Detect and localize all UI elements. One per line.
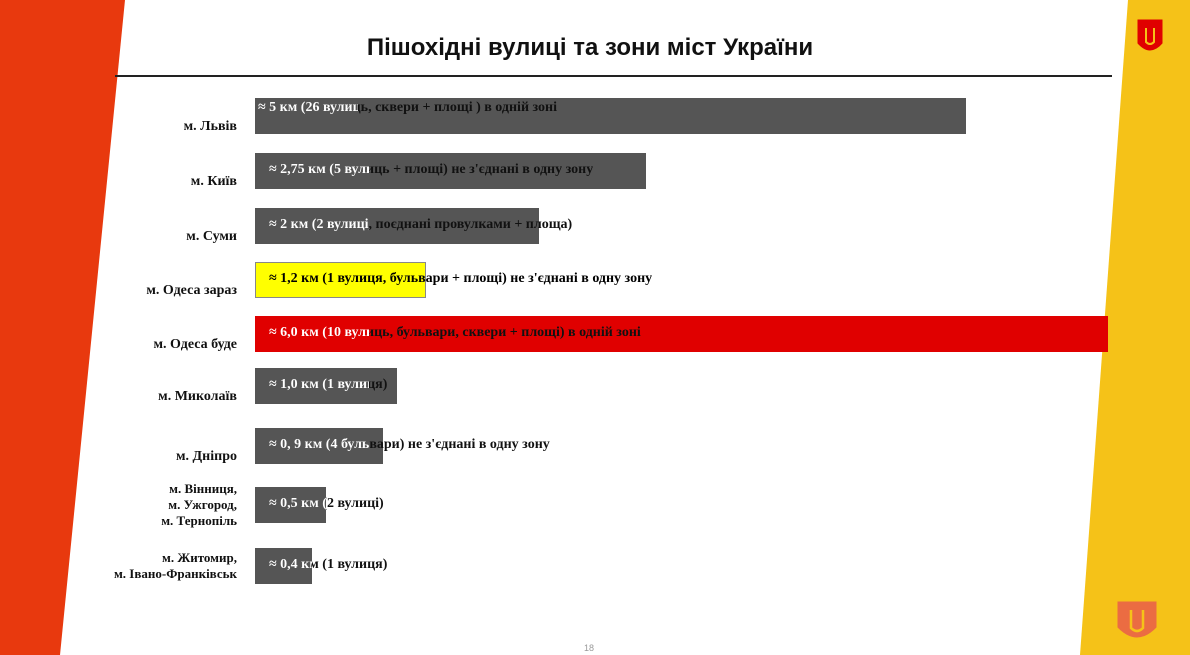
bar-data-label: ≈ 2,75 км (5 вулиць + площі) не з'єднані в одну зону — [269, 162, 594, 177]
category-label-line: м. Вінниця, — [169, 481, 237, 496]
category-label — [114, 550, 237, 582]
bar-data-label: ≈ 0,4 км (1 вулиця) — [269, 557, 388, 572]
category-label-line: м. Одеса буде — [153, 337, 237, 352]
page-title: Пішохідні вулиці та зони міст України — [366, 34, 814, 61]
page-number: 18 — [584, 643, 595, 653]
category-label-line: м. Суми — [186, 229, 237, 244]
category-label-line: м. Житомир, — [162, 550, 237, 565]
category-label-line: м. Ужгород, — [168, 497, 237, 512]
category-label-line: м. Івано-Франківськ — [113, 566, 237, 581]
bar-data-label: ≈ 0,5 км (2 вулиці) — [269, 496, 384, 511]
category-label — [191, 173, 237, 190]
title-divider — [115, 75, 1112, 77]
bar-data-label: ≈ 1,0 км (1 вулиця) — [269, 377, 388, 392]
bar-data-label: ≈ 0, 9 км (4 бульвари) не з'єднані в одну зону — [269, 437, 550, 452]
category-label — [184, 118, 237, 135]
city-emblem-icon — [1128, 4, 1172, 64]
city-emblem-large-icon — [1106, 582, 1168, 652]
left-decor-stripe — [0, 0, 125, 655]
category-label — [158, 388, 237, 405]
category-label-line: м. Тернопіль — [161, 513, 237, 528]
category-label — [186, 228, 237, 245]
category-label-line: м. Одеса зараз — [146, 283, 237, 298]
category-label-line: м. Дніпро — [176, 449, 237, 464]
category-label — [154, 336, 237, 353]
category-label — [176, 448, 237, 465]
category-label — [146, 282, 237, 299]
category-label-line: м. Миколаїв — [158, 389, 237, 404]
bar-data-label: ≈ 2 км (2 вулиці, поєднані провулками + площа) — [269, 217, 573, 232]
bar-data-label: ≈ 5 км (26 вулиць, сквери + площі ) в одній зоні — [258, 100, 558, 115]
bar-data-label: ≈ 6,0 км (10 вулиць, бульвари, сквери + площі) в одній зоні — [269, 325, 641, 340]
category-label — [161, 481, 237, 529]
category-label-line: м. Львів — [183, 119, 237, 134]
category-label-line: м. Київ — [190, 174, 237, 189]
bar-data-label: ≈ 1,2 км (1 вулиця, бульвари + площі) не з'єднані в одну зону — [269, 271, 653, 286]
